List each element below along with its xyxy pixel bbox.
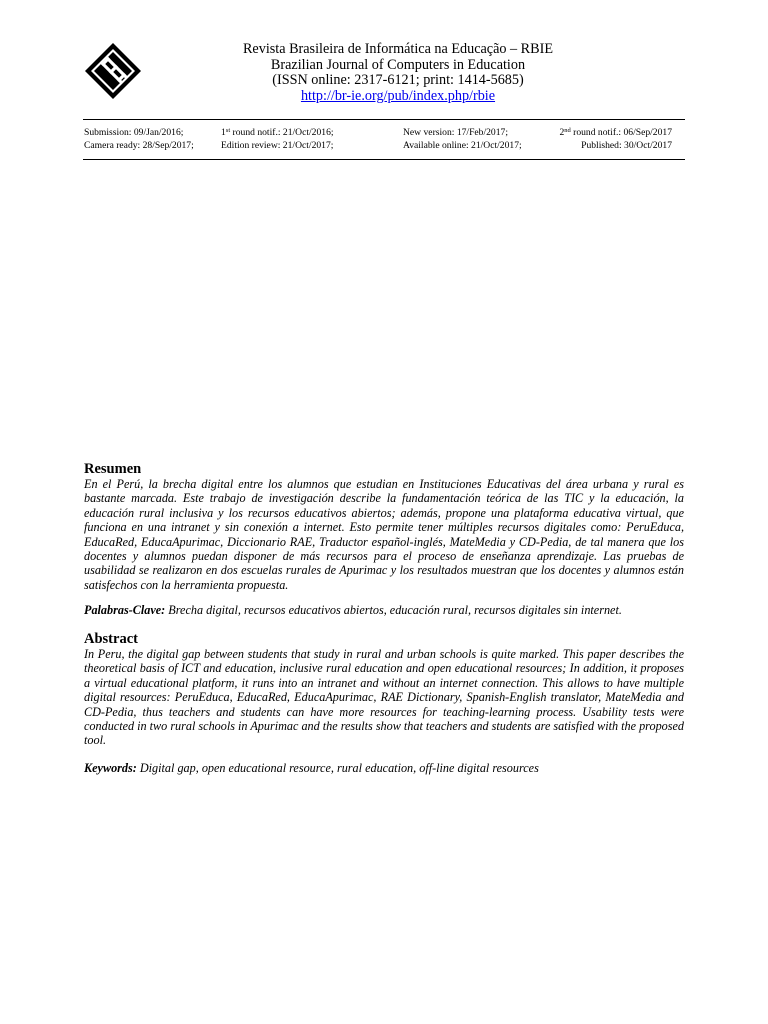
available-online-date: Available online: 21/Oct/2017; [403,139,522,151]
keywords-text: Digital gap, open educational resource, rural education, off-line digital resources [136,761,539,775]
rbie-logo-icon [84,42,142,100]
journal-issn: (ISSN online: 2317-6121; print: 1414-5685) [272,72,524,88]
dates-row-2 [84,140,672,153]
edition-review-date: Edition review: 21/Oct/2017; [221,139,334,151]
keywords-section [84,761,684,775]
dates-block [84,127,672,152]
new-version-date: New version: 17/Feb/2017; [403,127,508,138]
camera-ready-date: Camera ready: 28/Sep/2017; [84,139,194,151]
abstract-heading: Abstract [84,631,138,647]
dates-row-1 [84,127,672,140]
palabras-clave-section [84,603,684,617]
journal-url-link[interactable]: http://br-ie.org/pub/index.php/rbie [300,87,496,104]
palabras-clave-text: Brecha digital, recursos educativos abiertos, educación rural, recursos digitales sin internet. [165,603,622,617]
keywords-line [84,761,684,775]
resumen-body: En el Perú, la brecha digital entre los alumnos que estudian en Instituciones Educativas del área urbana y rural es bastante marcada. Este trabajo de investigación describe la fundamentación teórica de las TIC y la educación, la educación rural inclusiva y los recursos educativos abiertos; además, propone una plataforma educativa virtual, que funciona en una intranet y sin conexión a internet. Esto permite tener múltiples recursos digitales como: PeruEduca, EducaRed, EducaApurimac, Diccionario RAE, Traductor español-inglés, MateMedia y CD-Pedia, de tal manera que los docentes y alumnos puedan disponer de más recursos para el proceso de enseñanza aprendizaje. Las pruebas de usabilidad se realizaron en dos escuelas rurales de Apurimac y los resultados muestran que los docentes y alumnos están satisfechos con la herramienta propuesta. [84,477,684,592]
journal-header [190,42,606,104]
second-round-notif: 2nd round notif.: 06/Sep/2017 [559,127,672,138]
abstract-body: In Peru, the digital gap between students that study in rural and urban schools is quite marked. This paper describes the theoretical basis of ICT and education, inclusive rural education and open educational resources; In addition, it proposes a virtual educational platform, it runs into an intranet and without an internet connection. This allows to have multiple digital resources: PeruEduca, EducaRed, EducaApurimac, RAE Dictionary, Spanish-English translator, MateMedia and CD-Pedia, thus teachers and students can have more resources for teaching-learning process. Usability tests were conducted in two rural schools in Apurimac and the results show that teachers and students are satisfied with the proposed tool. [84,647,684,748]
journal-title-pt: Revista Brasileira de Informática na Educação – RBIE [242,41,554,57]
published-date: Published: 30/Oct/2017 [581,139,672,151]
palabras-clave-line [84,603,684,617]
abstract-section [84,631,684,748]
palabras-clave-label: Palabras-Clave: [84,603,166,617]
keywords-label: Keywords: [84,761,137,775]
resumen-heading: Resumen [84,461,142,477]
first-round-notif: 1st round notif.: 21/Oct/2016; [221,127,334,138]
header-rule-bottom [83,159,685,160]
resumen-section [84,461,684,592]
header-rule-top [83,119,685,120]
submission-date: Submission: 09/Jan/2016; [84,127,184,138]
journal-title-en: Brazilian Journal of Computers in Education [270,56,526,73]
